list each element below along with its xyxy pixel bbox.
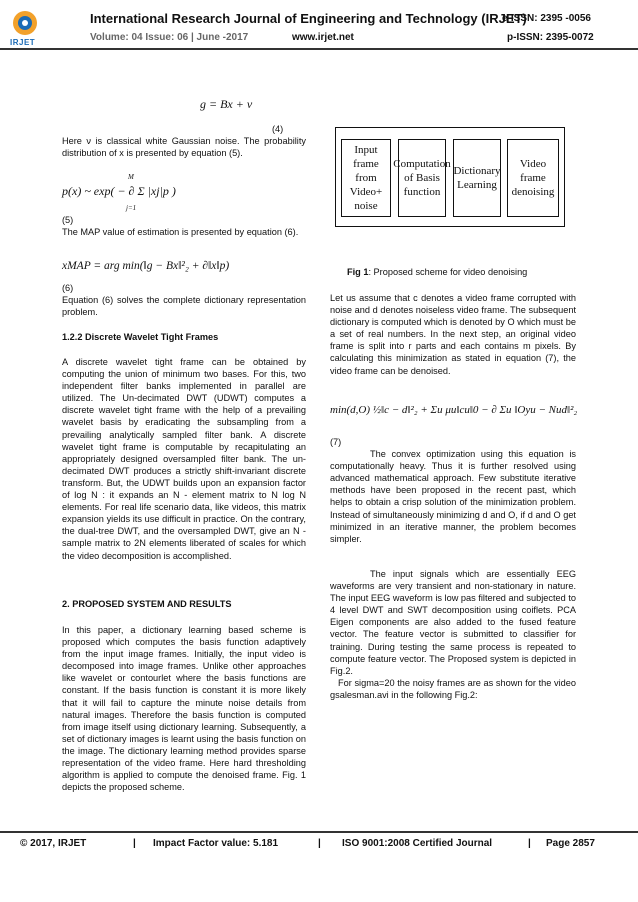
equation-7: min(d,O) ½‖c − d‖²₂ + Σu μu‖cu‖0 − ∂ Σu ‖Oyu − Nud‖²₂ <box>330 404 578 416</box>
footer-separator-3: | <box>528 838 531 849</box>
p-issn: p-ISSN: 2395-0072 <box>507 32 594 43</box>
volume-info: Volume: 04 Issue: 06 | June -2017 <box>90 32 249 43</box>
section-heading-proposed: 2. PROPOSED SYSTEM AND RESULTS <box>62 599 232 609</box>
journal-title: International Research Journal of Engineering and Technology (IRJET) <box>90 11 527 26</box>
footer-divider <box>0 831 638 833</box>
website-link[interactable]: www.irjet.net <box>292 32 354 43</box>
paragraph-map: The MAP value of estimation is presented by equation (6). <box>62 227 299 238</box>
equation-6-number: (6) <box>62 283 74 293</box>
equation-5-sum-top: M <box>128 173 134 181</box>
footer-copyright: © 2017, IRJET <box>20 838 87 849</box>
paragraph-sigma: For sigma=20 the noisy frames are as shown for the video gsalesman.avi in the following Fig.2: <box>330 677 576 700</box>
paragraph-noise: Here ν is classical white Gaussian noise. The probability distribution of x is presented by equation (5). <box>62 136 306 159</box>
equation-5-number: (5) <box>62 215 74 225</box>
equation-7-number: (7) <box>330 437 342 447</box>
box-basis-computation: Computation of Basis function <box>398 139 446 217</box>
equation-4: g = Bx + ν <box>200 97 253 111</box>
caption-label: Fig 1 <box>347 267 369 277</box>
equation-4-number: (4) <box>272 124 284 134</box>
section-heading-dwt: 1.2.2 Discrete Wavelet Tight Frames <box>62 332 219 342</box>
footer-separator-2: | <box>318 838 321 849</box>
footer-page: Page 2857 <box>546 838 595 849</box>
paragraph-dwt: A discrete wavelet tight frame can be obtained by computing the union of minimum two bases. For this, two independent filter banks implemented in parallel are utilized. The Un-decimated DWT (UDWT) computes a discrete wavelet tight frame with the help of a prevailing wavelet basis by eradicating the subsampling from a prevailing analytically sampled filter bank. A discrete wavelet tight frame is computable by recapitulating an appropriately designed oversampled filter bank. The un-decimated DWT produces a strictly shift-invariant discrete transform. But, the UDWT builds upon an expansion factor of log N : it expands an N - element matrix to N log N elements. For real life scenario data, like videos, this matrix expansion yields its use difficult in practice. On the contrary, the dual-tree DWT, and the oversampled DWT, give an N -sample matrix to 2N elements liberated of scales for which the video decomposition is accomplished. <box>62 357 306 561</box>
footer-impact: Impact Factor value: 5.181 <box>153 838 279 849</box>
equation-6: xMAP = arg min(‖g − Bx‖²₂ + ∂‖x‖p) <box>62 260 230 272</box>
footer-iso: ISO 9001:2008 Certified Journal <box>342 838 493 849</box>
paragraph-assumption: Let us assume that c denotes a video frame corrupted with noise and d denotes noiseless video frame. The subsequent dictionary is computed which is denoted by O which must be a set of real numbers. In the next step, an original video frame is split into r parts and each contains m pixels. By calculating this minimization as stated in equation (7), the video frame can be denoised. <box>330 293 576 376</box>
paragraph-convex: The convex optimization using this equation is computationally heavy. Thus it is further resolved using advanced mathematical approach. Few substitute iterative methods have been proposed in the recent past, which helps to obtain a crisp solution of the minimization problem. Instead of simultaneously minimizing d and O, if d and O get minimized in an iterative manner, the problem becomes simpler. <box>330 449 576 544</box>
header-divider <box>0 48 638 50</box>
equation-5: p(x) ~ exp( − ∂ Σ |xj|p ) <box>62 184 176 198</box>
equation-5-sum-bottom: j=1 <box>126 204 137 212</box>
box-input-frame: Input frame from Video+ noise <box>341 139 391 217</box>
paragraph-eq6: Equation (6) solves the complete dictionary representation problem. <box>62 295 306 318</box>
paragraph-eeg: The input signals which are essentially EEG waveforms are very transient and non-stationary in nature. The input EEG waveform is low pas filtered and subjected to 4 level DWT and SWT decomposition using coiflets. PCA Eigen components are also added to the fused feature vector. The feature vector is submitted to classifier for training. During testing the same process is repeated to compute feature vector. The Proposed system is depicted in Fig.2. <box>330 569 576 676</box>
irjet-logo-icon <box>12 10 38 36</box>
figure-1-diagram <box>335 127 565 227</box>
paragraph-proposed: In this paper, a dictionary learning based scheme is proposed which computes the basis function adaptively from the input image frames. Initially, the input video is decomposed into image frames. Unlike other approaches like wavelet or contourlet where the basis functions are constant. If the basis function is constant it is more likely that it will fail to capture the minute noise details from natural images. Therefore the basis function is computed from image itself using dictionary learning. Subsequently, a set of dictionary images is learnt using the basis function on the image. The dictionary learning method provides sparse representation of the video frame. Here hard thresholding algorithm is applied to compute the denoised frame. Fig. 1 depicts the proposed scheme. <box>62 625 306 793</box>
footer-separator-1: | <box>133 838 136 849</box>
logo-text: IRJET <box>10 38 36 47</box>
box-video-denoising: Video frame denoising <box>507 139 559 217</box>
box-dictionary-learning: Dictionary Learning <box>453 139 501 217</box>
e-issn: e-ISSN: 2395 -0056 <box>502 13 591 24</box>
figure-1-caption <box>347 267 527 277</box>
caption-text: : Proposed scheme for video denoising <box>368 267 528 277</box>
